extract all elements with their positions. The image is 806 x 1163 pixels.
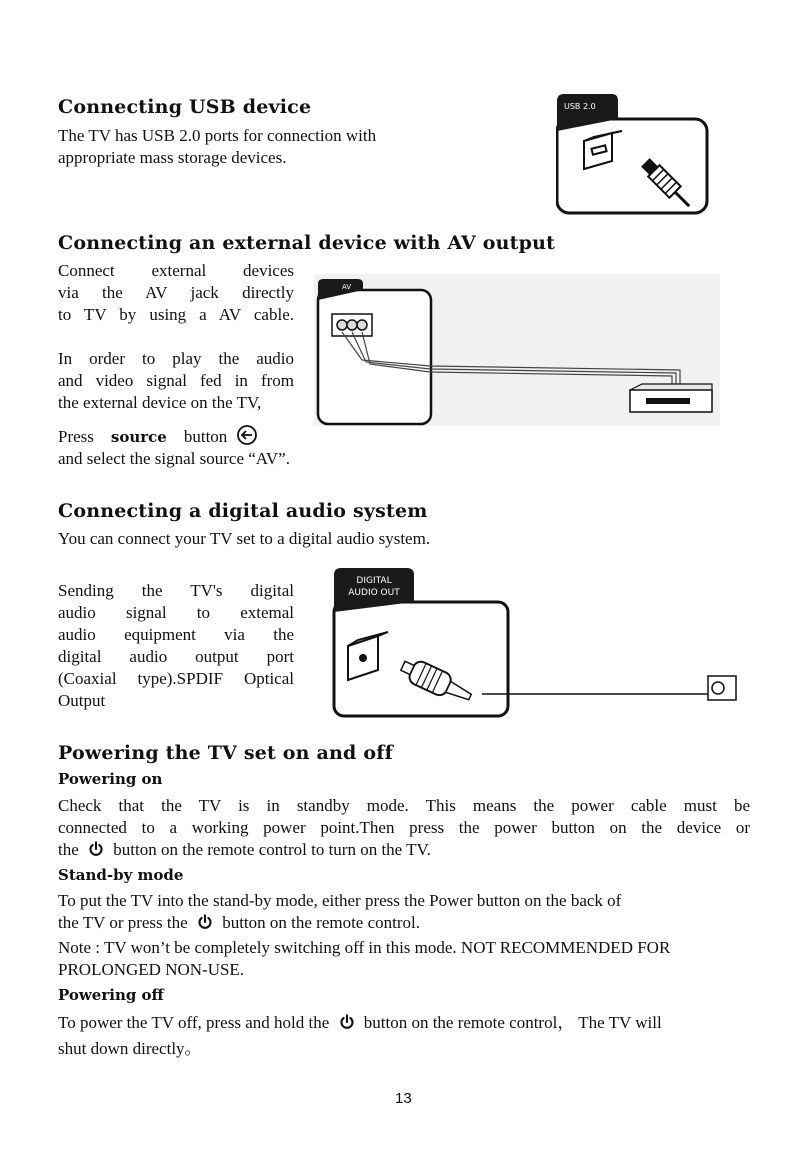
usb-port-illustration xyxy=(556,93,710,215)
power-icon xyxy=(87,841,105,857)
av-section-title: Connecting an external device with AV output xyxy=(58,232,556,254)
digital-port-label-line-2: AUDIO OUT xyxy=(348,588,400,598)
powering-off-title: Powering off xyxy=(58,986,164,1004)
usb-section-title: Connecting USB device xyxy=(58,96,312,118)
av-connection-illustration xyxy=(300,270,720,430)
external-audio-jack-illustration xyxy=(708,676,736,700)
usb-port-label: USB 2.0 xyxy=(564,102,596,111)
power-icon xyxy=(196,914,214,930)
digital-port-label-line-1: DIGITAL xyxy=(356,576,392,586)
standby-paragraph: To put the TV into the stand-by mode, either press the Power button on the back of the TV or press the button on the remote control. xyxy=(58,891,622,932)
powering-off-paragraph: To power the TV off, press and hold the button on the remote control， The TV will shut down directly。 xyxy=(58,1013,662,1058)
usb-paragraph: The TV has USB 2.0 ports for connection with appropriate mass storage devices. xyxy=(58,126,377,167)
page-number: 13 xyxy=(395,1090,412,1107)
source-input-icon xyxy=(236,424,258,446)
av-device-illustration xyxy=(630,384,712,412)
digital-audio-section-title: Connecting a digital audio system xyxy=(58,500,428,522)
digital-audio-intro: You can connect your TV set to a digital audio system. xyxy=(58,529,431,548)
digital-audio-illustration xyxy=(332,566,752,720)
power-section-title: Powering the TV set on and off xyxy=(58,742,393,764)
standby-note: Note : TV won’t be completely switching off in this mode. NOT RECOMMENDED FOR PROLONGED NON-USE. xyxy=(58,938,671,979)
source-keyword: source xyxy=(110,428,167,446)
power-icon xyxy=(338,1014,356,1030)
standby-mode-title: Stand-by mode xyxy=(58,866,184,884)
powering-on-title: Powering on xyxy=(58,770,163,788)
av-port-label: AV xyxy=(342,283,352,291)
digital-audio-paragraph: Sending the TV's digital audio signal to extemal audio equipment via the digital audio output port (Coaxial type).SPDIF Optical Output xyxy=(58,581,294,710)
av-paragraph-1: Connect external devices via the AV jack directly to TV by using a AV cable. xyxy=(58,261,294,324)
av-paragraph-2: In order to play the audio and video signal fed in from the external device on the TV, xyxy=(58,349,294,412)
av-paragraph-3: Press source button and select the signal source “AV”. xyxy=(58,424,290,470)
powering-on-paragraph: Check that the TV is in standby mode. This means the power cable must be connected to a working power point.Then press the power button on the device or the button on the remote control to turn on the TV. xyxy=(58,796,750,859)
